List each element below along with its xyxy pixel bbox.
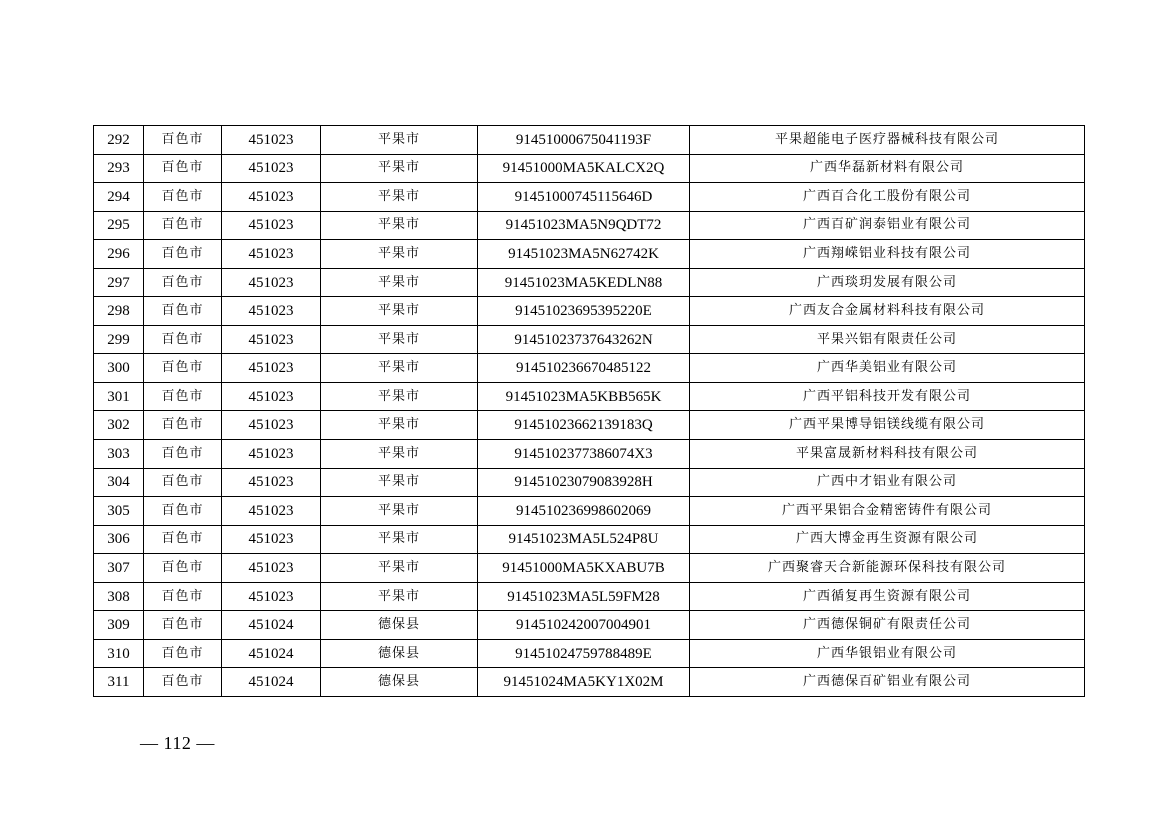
region-code-cell: 451024 xyxy=(222,611,321,640)
table-row xyxy=(94,668,1085,697)
company-name-cell: 广西友合金属材料科技有限公司 xyxy=(690,297,1085,326)
company-name-cell: 广西德保铜矿有限责任公司 xyxy=(690,611,1085,640)
company-name-cell: 广西中才铝业有限公司 xyxy=(690,468,1085,497)
credit-code-cell: 914510236670485122 xyxy=(478,354,690,383)
city-cell: 百色市 xyxy=(144,611,222,640)
company-name-cell: 广西大博金再生资源有限公司 xyxy=(690,525,1085,554)
credit-code-cell: 914510236998602069 xyxy=(478,497,690,526)
county-cell: 平果市 xyxy=(321,211,478,240)
row-number-cell: 300 xyxy=(94,354,144,383)
credit-code-cell: 91451000675041193F xyxy=(478,126,690,155)
company-name-cell: 广西百合化工股份有限公司 xyxy=(690,183,1085,212)
row-number-cell: 298 xyxy=(94,297,144,326)
city-cell: 百色市 xyxy=(144,126,222,155)
row-number-cell: 301 xyxy=(94,382,144,411)
region-code-cell: 451023 xyxy=(222,554,321,583)
enterprise-list-table xyxy=(93,125,1085,697)
credit-code-cell: 91451023MA5N62742K xyxy=(478,240,690,269)
region-code-cell: 451023 xyxy=(222,211,321,240)
table-row xyxy=(94,154,1085,183)
county-cell: 平果市 xyxy=(321,525,478,554)
city-cell: 百色市 xyxy=(144,468,222,497)
region-code-cell: 451023 xyxy=(222,354,321,383)
region-code-cell: 451024 xyxy=(222,668,321,697)
county-cell: 平果市 xyxy=(321,468,478,497)
region-code-cell: 451023 xyxy=(222,440,321,469)
region-code-cell: 451023 xyxy=(222,468,321,497)
county-cell: 平果市 xyxy=(321,411,478,440)
city-cell: 百色市 xyxy=(144,382,222,411)
region-code-cell: 451023 xyxy=(222,183,321,212)
table-row xyxy=(94,126,1085,155)
city-cell: 百色市 xyxy=(144,154,222,183)
company-name-cell: 广西翔嵘铝业科技有限公司 xyxy=(690,240,1085,269)
table-row xyxy=(94,554,1085,583)
city-cell: 百色市 xyxy=(144,668,222,697)
county-cell: 平果市 xyxy=(321,126,478,155)
credit-code-cell: 91451000MA5KALCX2Q xyxy=(478,154,690,183)
region-code-cell: 451023 xyxy=(222,126,321,155)
table-row xyxy=(94,183,1085,212)
county-cell: 平果市 xyxy=(321,354,478,383)
county-cell: 平果市 xyxy=(321,240,478,269)
region-code-cell: 451023 xyxy=(222,582,321,611)
region-code-cell: 451023 xyxy=(222,325,321,354)
company-name-cell: 平果超能电子医疗器械科技有限公司 xyxy=(690,126,1085,155)
table-row xyxy=(94,582,1085,611)
county-cell: 德保县 xyxy=(321,668,478,697)
city-cell: 百色市 xyxy=(144,268,222,297)
table-row xyxy=(94,354,1085,383)
row-number-cell: 295 xyxy=(94,211,144,240)
county-cell: 平果市 xyxy=(321,154,478,183)
city-cell: 百色市 xyxy=(144,639,222,668)
company-name-cell: 平果富晟新材料科技有限公司 xyxy=(690,440,1085,469)
county-cell: 平果市 xyxy=(321,183,478,212)
table-row xyxy=(94,468,1085,497)
credit-code-cell: 91451024MA5KY1X02M xyxy=(478,668,690,697)
row-number-cell: 308 xyxy=(94,582,144,611)
table-row xyxy=(94,297,1085,326)
credit-code-cell: 91451023MA5L59FM28 xyxy=(478,582,690,611)
credit-code-cell: 91451023MA5N9QDT72 xyxy=(478,211,690,240)
city-cell: 百色市 xyxy=(144,525,222,554)
row-number-cell: 296 xyxy=(94,240,144,269)
county-cell: 平果市 xyxy=(321,297,478,326)
company-name-cell: 广西聚睿天合新能源环保科技有限公司 xyxy=(690,554,1085,583)
credit-code-cell: 91451023MA5L524P8U xyxy=(478,525,690,554)
county-cell: 平果市 xyxy=(321,497,478,526)
region-code-cell: 451023 xyxy=(222,525,321,554)
row-number-cell: 311 xyxy=(94,668,144,697)
row-number-cell: 309 xyxy=(94,611,144,640)
credit-code-cell: 91451023662139183Q xyxy=(478,411,690,440)
company-name-cell: 广西华磊新材料有限公司 xyxy=(690,154,1085,183)
region-code-cell: 451023 xyxy=(222,497,321,526)
company-name-cell: 平果兴铝有限责任公司 xyxy=(690,325,1085,354)
region-code-cell: 451023 xyxy=(222,154,321,183)
credit-code-cell: 91451023MA5KBB565K xyxy=(478,382,690,411)
city-cell: 百色市 xyxy=(144,411,222,440)
credit-code-cell: 9145102377386074X3 xyxy=(478,440,690,469)
table-row xyxy=(94,525,1085,554)
table-row xyxy=(94,325,1085,354)
row-number-cell: 303 xyxy=(94,440,144,469)
city-cell: 百色市 xyxy=(144,497,222,526)
credit-code-cell: 91451023737643262N xyxy=(478,325,690,354)
company-name-cell: 广西琰玥发展有限公司 xyxy=(690,268,1085,297)
table-row xyxy=(94,411,1085,440)
row-number-cell: 297 xyxy=(94,268,144,297)
city-cell: 百色市 xyxy=(144,183,222,212)
row-number-cell: 292 xyxy=(94,126,144,155)
table-row xyxy=(94,611,1085,640)
company-name-cell: 广西平铝科技开发有限公司 xyxy=(690,382,1085,411)
credit-code-cell: 91451024759788489E xyxy=(478,639,690,668)
table-row xyxy=(94,211,1085,240)
table-row xyxy=(94,268,1085,297)
county-cell: 平果市 xyxy=(321,440,478,469)
company-name-cell: 广西德保百矿铝业有限公司 xyxy=(690,668,1085,697)
table-row xyxy=(94,382,1085,411)
credit-code-cell: 91451023695395220E xyxy=(478,297,690,326)
table-body xyxy=(94,126,1085,697)
county-cell: 平果市 xyxy=(321,382,478,411)
county-cell: 平果市 xyxy=(321,268,478,297)
region-code-cell: 451023 xyxy=(222,268,321,297)
county-cell: 德保县 xyxy=(321,639,478,668)
company-name-cell: 广西平果博导铝镁线缆有限公司 xyxy=(690,411,1085,440)
row-number-cell: 299 xyxy=(94,325,144,354)
county-cell: 平果市 xyxy=(321,554,478,583)
company-name-cell: 广西华美铝业有限公司 xyxy=(690,354,1085,383)
city-cell: 百色市 xyxy=(144,240,222,269)
table-row xyxy=(94,497,1085,526)
credit-code-cell: 91451023MA5KEDLN88 xyxy=(478,268,690,297)
county-cell: 德保县 xyxy=(321,611,478,640)
row-number-cell: 307 xyxy=(94,554,144,583)
row-number-cell: 293 xyxy=(94,154,144,183)
page-number: — 112 — xyxy=(140,733,215,753)
company-name-cell: 广西平果铝合金精密铸件有限公司 xyxy=(690,497,1085,526)
city-cell: 百色市 xyxy=(144,354,222,383)
city-cell: 百色市 xyxy=(144,211,222,240)
row-number-cell: 302 xyxy=(94,411,144,440)
row-number-cell: 305 xyxy=(94,497,144,526)
company-name-cell: 广西百矿润泰铝业有限公司 xyxy=(690,211,1085,240)
company-name-cell: 广西循复再生资源有限公司 xyxy=(690,582,1085,611)
company-name-cell: 广西华银铝业有限公司 xyxy=(690,639,1085,668)
row-number-cell: 306 xyxy=(94,525,144,554)
region-code-cell: 451024 xyxy=(222,639,321,668)
table-row xyxy=(94,240,1085,269)
region-code-cell: 451023 xyxy=(222,240,321,269)
row-number-cell: 310 xyxy=(94,639,144,668)
region-code-cell: 451023 xyxy=(222,297,321,326)
table-row xyxy=(94,440,1085,469)
row-number-cell: 304 xyxy=(94,468,144,497)
city-cell: 百色市 xyxy=(144,554,222,583)
table-row xyxy=(94,639,1085,668)
credit-code-cell: 91451000MA5KXABU7B xyxy=(478,554,690,583)
credit-code-cell: 914510242007004901 xyxy=(478,611,690,640)
county-cell: 平果市 xyxy=(321,325,478,354)
city-cell: 百色市 xyxy=(144,297,222,326)
row-number-cell: 294 xyxy=(94,183,144,212)
county-cell: 平果市 xyxy=(321,582,478,611)
credit-code-cell: 91451000745115646D xyxy=(478,183,690,212)
region-code-cell: 451023 xyxy=(222,411,321,440)
credit-code-cell: 91451023079083928H xyxy=(478,468,690,497)
city-cell: 百色市 xyxy=(144,440,222,469)
city-cell: 百色市 xyxy=(144,582,222,611)
city-cell: 百色市 xyxy=(144,325,222,354)
region-code-cell: 451023 xyxy=(222,382,321,411)
